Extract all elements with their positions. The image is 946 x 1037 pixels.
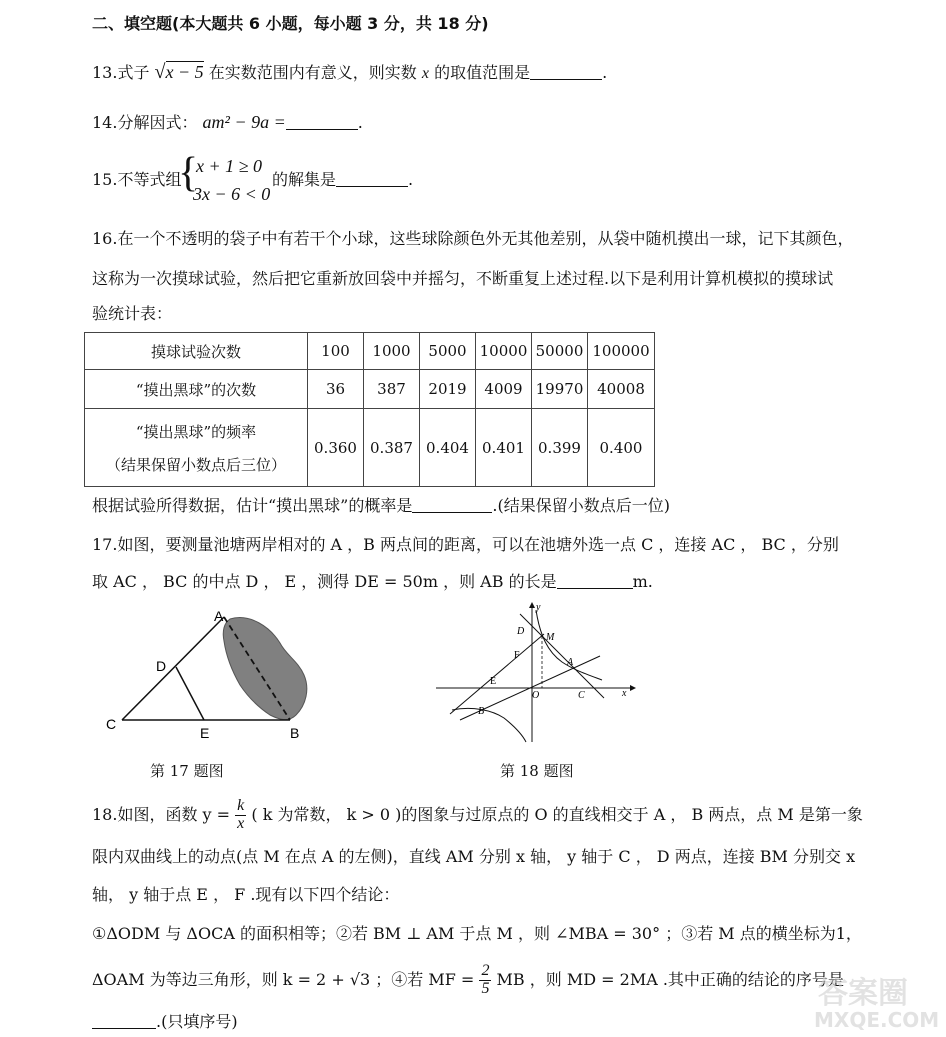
question-13 [92,60,607,84]
q15-answer-blank[interactable] [336,170,408,187]
q14-expr: am² − 9a = [202,112,286,132]
table-cell: 50000 [532,333,588,370]
q16-after-prefix: 根据试验所得数据，估计“摸出黑球”的概率是 [92,496,413,515]
fig18-label-x: x [622,688,627,699]
q14-prefix: 14.分解因式： [92,113,198,132]
fig18-label-a: A [567,657,574,668]
q16-after-suffix: .(结果保留小数点后一位) [492,496,670,515]
frac-num: k [237,797,245,814]
q13-sqrt: √ [154,61,166,83]
table-cell: 40008 [588,370,655,409]
row3-label-b: （结果保留小数点后三位） [105,455,286,474]
table-cell: 5000 [420,333,476,370]
table-row [85,370,655,409]
table-cell [85,409,308,487]
fig18-label-c: C [578,690,585,701]
q17-line2 [92,572,653,591]
q13-var: x [421,65,429,82]
table-cell: 0.400 [588,409,655,487]
q18-answer-blank[interactable] [92,1012,156,1029]
label-d: D [156,658,167,674]
q18-line1-prefix: 18.如图，函数 y = [92,804,231,824]
segment-ca [122,617,224,720]
table-cell: 1000 [364,333,420,370]
q17-line2-prefix: 取 AC ， BC 的中点 D ， E ，测得 DE = 50m ，则 AB 的长是 [92,572,557,591]
frac-den: x [237,814,245,832]
q18-line2: 限内双曲线上的动点(点 M 在点 A 的左侧)，直线 AM 分别 x 轴， y 轴于 C ， D 两点，连接 BM 分别交 x [92,847,856,866]
q16-after [92,496,670,515]
q18-line1-suffix: ( k 为常数， k > 0 )的图象与过原点的 O 的直线相交于 A ， B 两点，点 M 是第一象 [251,804,863,824]
q18-line5-prefix: ΔOAM 为等边三角形，则 k = 2 + √3 ；④若 MF = [92,969,475,989]
fig18-label-f: F [514,650,520,661]
q15-end: . [408,170,414,189]
q15-brace: { [178,150,199,196]
q17-unit: m [632,572,648,591]
table-cell: 10000 [476,333,532,370]
row3-label-a: “摸出黑球”的频率 [135,422,257,441]
q15-tail [272,170,413,189]
q16-line2: 这称为一次摸球试验，然后把它重新放回袋中并摇匀，不断重复上述过程.以下是利用计算机模拟的摸球试 [92,269,834,288]
fig18-label-d: D [517,626,525,637]
label-b: B [290,725,300,741]
q13-prefix: 13.式子 [92,63,150,82]
hyperbola-branch-2 [452,708,526,742]
question-14 [92,112,363,134]
q18-line5-suffix: MB ，则 MD = 2MA .其中正确的结论的序号是 [496,969,844,989]
table-cell: “摸出黑球”的次数 [85,370,308,409]
fig18-label-m: M [546,632,555,643]
q18-line6 [92,1012,238,1031]
y-axis-arrow-icon [529,602,535,608]
q18-line4: ①ΔODM 与 ΔOCA 的面积相等；②若 BM ⊥ AM 于点 M ，则 ∠MBA = 30° ；③若 M 点的横坐标为1， [92,924,862,943]
fig18-label-e: E [490,676,497,687]
q16-line3: 验统计表： [92,304,173,323]
q15-ineq2: 3x − 6 < 0 [193,184,271,204]
frac2-num: 2 [481,962,490,979]
frac2-den: 5 [481,979,490,997]
q18-line1 [92,798,863,833]
q14-answer-blank[interactable] [286,113,358,130]
q17-answer-blank[interactable] [557,572,633,589]
line-bm [450,634,544,714]
table-cell: 0.360 [308,409,364,487]
q18-line3: 轴， y 轴于点 E ， F .现有以下四个结论： [92,885,400,904]
fig18-caption: 第 18 题图 [500,762,574,780]
q15-ineq1: x + 1 ≥ 0 [196,156,263,176]
segment-de [176,667,204,720]
q17-line1: 17.如图，要测量池塘两岸相对的 A ，B 两点间的距离，可以在池塘外选一点 C ，连接 AC ， BC ，分别 [92,535,839,554]
table-cell: 100000 [588,333,655,370]
table-cell: 摸球试验次数 [85,333,308,370]
label-e: E [200,725,210,741]
section-title: 二、填空题(本大题共 6 小题，每小题 3 分，共 18 分) [92,14,489,33]
frequency-table [84,332,655,487]
label-a: A [214,608,224,624]
table-row [85,409,655,487]
q13-radicand: x − 5 [165,62,204,82]
q18-fraction-kx [235,798,246,833]
q13-middle: 在实数范围内有意义，则实数 [208,63,417,82]
watermark-logo: 答案圈 [818,976,908,1011]
table-cell: 0.401 [476,409,532,487]
fig18-label-y: y [536,602,541,613]
fig17-caption: 第 17 题图 [150,762,224,780]
table-cell: 19970 [532,370,588,409]
hyperbola-branch-1 [536,610,602,680]
figure-18 [432,600,638,745]
table-cell: 387 [364,370,420,409]
line-am [520,614,604,698]
q13-end: . [602,63,608,82]
label-c: C [106,716,117,732]
q15-suffix: 的解集是 [272,170,337,189]
table-cell: 0.404 [420,409,476,487]
q13-suffix: 的取值范围是 [434,63,531,82]
q16-answer-blank[interactable] [412,496,492,513]
q16-line1: 16.在一个不透明的袋子中有若干个小球，这些球除颜色外无其他差别，从袋中随机摸出一球，记下其颜色， [92,229,854,248]
q18-line6-suffix: .(只填序号) [156,1012,238,1031]
q18-line5 [92,963,844,998]
x-axis-arrow-icon [630,685,636,691]
question-15-prefix: 15.不等式组 [92,170,182,189]
table-row [85,333,655,370]
table-cell: 36 [308,370,364,409]
figure-17 [100,605,320,745]
table-cell: 2019 [420,370,476,409]
watermark-url: MXQE.COM [814,1008,940,1032]
table-cell: 0.399 [532,409,588,487]
fig18-label-b: B [478,706,485,717]
q14-end: . [357,113,363,132]
table-cell: 0.387 [364,409,420,487]
pond-shape [223,618,307,720]
fig18-label-o: O [532,690,540,701]
q17-end: . [647,572,653,591]
q18-fraction-25 [479,963,491,998]
table-cell: 100 [308,333,364,370]
table-cell: 4009 [476,370,532,409]
q13-answer-blank[interactable] [530,63,602,80]
